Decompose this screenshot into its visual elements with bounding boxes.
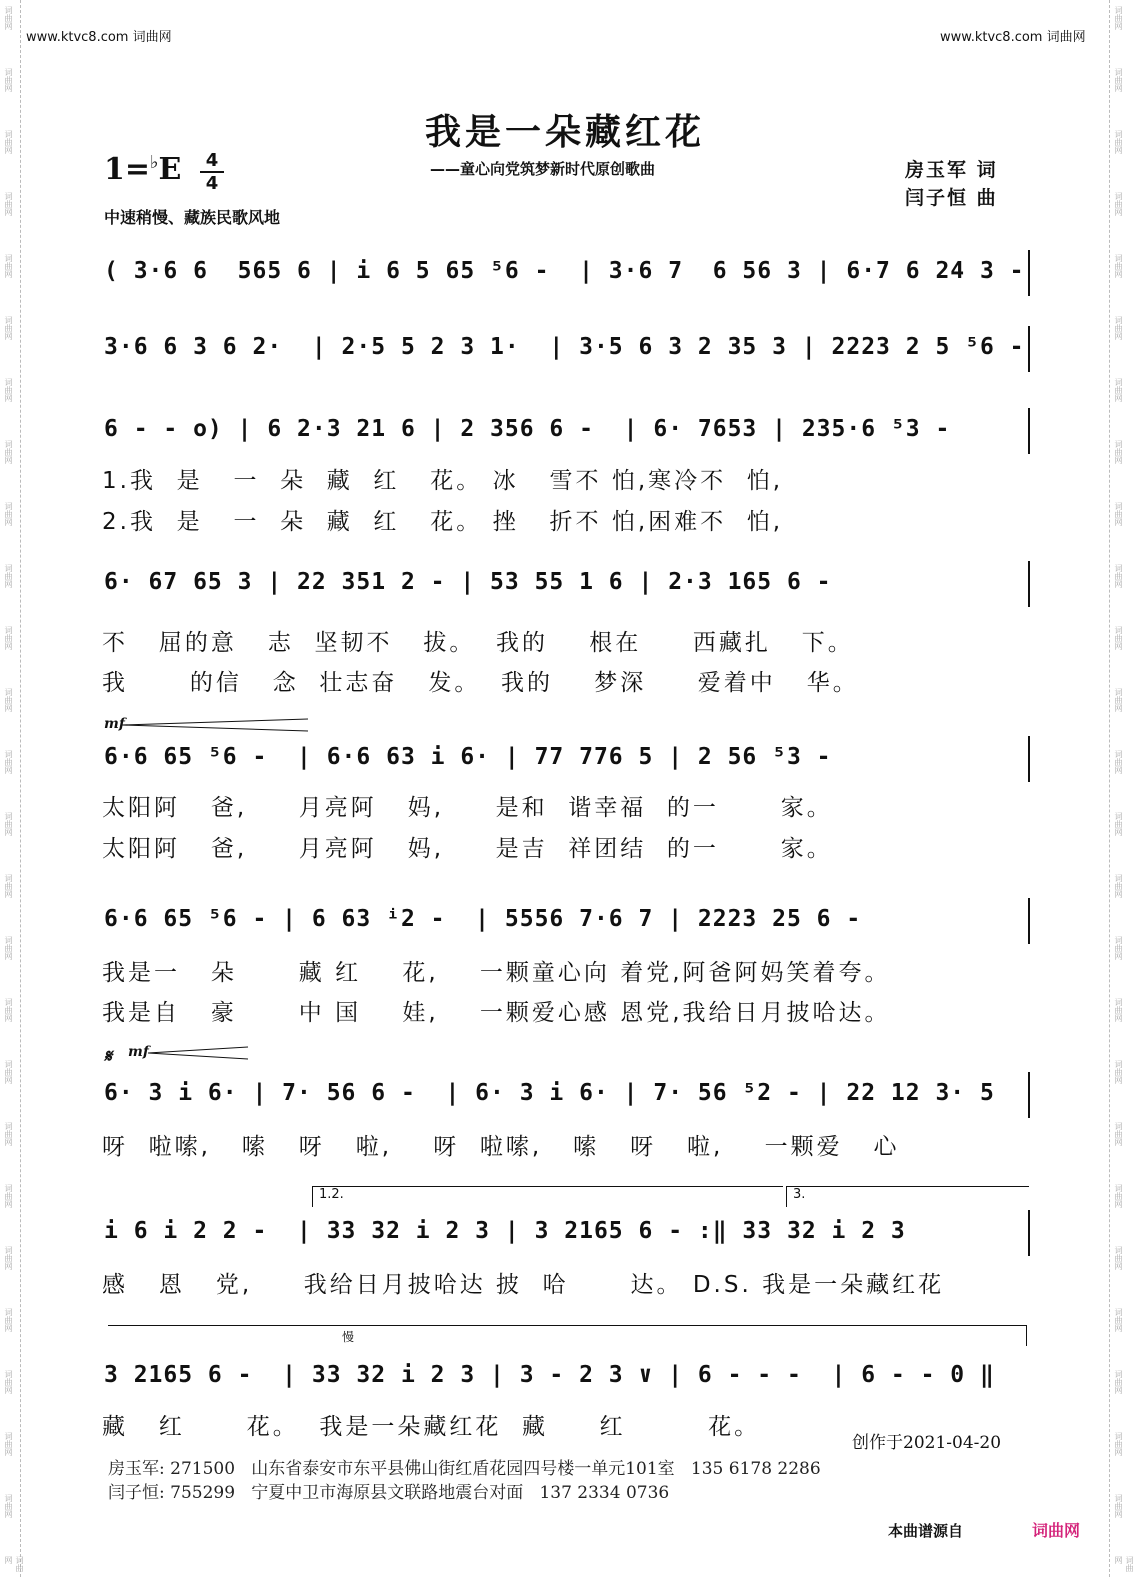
edge-watermark: 词曲网 <box>1114 1308 1123 1332</box>
lyric-line-verse1-a: 1.我 是 一 朵 藏 红 花。 冰 雪不 怕,寒冷不 怕, <box>102 468 784 494</box>
barline <box>1028 561 1030 607</box>
edge-watermark: 词曲网 <box>4 812 13 836</box>
edge-watermark: 词曲网 <box>4 564 13 588</box>
notes: 6 - - o) | 6 2·3 21 6 | 2 356 6 - | 6· 7653 | 235·6 ⁵3 - <box>104 416 951 442</box>
notation-system-2 <box>100 326 1030 374</box>
edge-watermark: 词曲网 <box>1114 68 1123 92</box>
edge-watermark: 词曲网 <box>4 1432 13 1456</box>
edge-watermark: 词曲网 <box>1114 874 1123 898</box>
edge-watermark: 词曲网 <box>4 1556 24 1572</box>
lyric-line-verse2-c: 太阳阿 爸, 月亮阿 妈, 是吉 祥团结 的一 家。 <box>102 836 833 862</box>
lyric-line-chorus-b: 感 恩 党, 我给日月披哈达 披 哈 达。 D.S. 我是一朵藏红花 <box>102 1272 945 1298</box>
edge-watermark: 词曲网 <box>4 1122 13 1146</box>
edge-watermark: 词曲网 <box>4 1494 13 1518</box>
composer-credit: 闫子恒 曲 <box>905 187 998 209</box>
notes: i 6 i 2 2 - | 33 32 i 2 3 | 3 2165 6 - :‖ 33 32 i 2 3 <box>104 1218 906 1244</box>
lyric-line-verse1-b: 不 屈的意 志 坚韧不 拔。 我的 根在 西藏扎 下。 <box>102 630 854 656</box>
edge-watermark: 词曲网 <box>1114 378 1123 402</box>
notes: 6·6 65 ⁵6 - | 6·6 63 i 6· | 77 776 5 | 2 56 ⁵3 - <box>104 744 832 770</box>
edge-watermark: 词曲网 <box>1114 502 1123 526</box>
notation-system-8 <box>100 1210 1030 1258</box>
song-title: 我是一朵藏红花 <box>424 111 705 153</box>
edge-watermark: 词曲网 <box>4 378 13 402</box>
flat-sign: ♭ <box>150 152 159 173</box>
left-dashed-margin <box>0 0 24 1577</box>
barline <box>1028 736 1030 782</box>
edge-watermark: 词曲网 <box>4 192 13 216</box>
edge-watermark: 词曲网 <box>4 130 13 154</box>
source-note: 本曲谱源自 <box>888 1522 964 1540</box>
edge-watermark: 词曲网 <box>4 502 13 526</box>
edge-watermark: 词曲网 <box>1114 254 1123 278</box>
lyric-line-verse2-d: 我是自 豪 中 国 娃, 一颗爱心感 恩党,我给日月披哈达。 <box>102 1000 891 1026</box>
song-subtitle: ——童心向党筑梦新时代原创歌曲 <box>430 160 656 178</box>
edge-watermark: 词曲网 <box>4 1308 13 1332</box>
notation-system-3 <box>100 408 1030 456</box>
notes: 6· 67 65 3 | 22 351 2 - | 53 55 1 6 | 2·3 165 6 - <box>104 569 832 595</box>
edge-watermark: 词曲网 <box>4 68 13 92</box>
creation-date: 创作于2021-04-20 <box>852 1433 1002 1453</box>
edge-watermark: 词曲网 <box>4 1184 13 1208</box>
dynamic-mf-1: mf <box>104 716 125 732</box>
notation-system-9 <box>100 1354 1030 1402</box>
volta-second-ending: 3. <box>786 1186 1029 1207</box>
edge-watermark: 词曲网 <box>4 1370 13 1394</box>
notation-system-7 <box>100 1072 1030 1120</box>
edge-watermark: 词曲网 <box>1114 440 1123 464</box>
notation-system-1 <box>100 250 1030 298</box>
slow-marking: 慢 <box>342 1330 355 1344</box>
notation-system-5 <box>100 736 1030 784</box>
notation-system-6 <box>100 898 1030 946</box>
edge-watermark: 词曲网 <box>1114 1432 1123 1456</box>
edge-watermark: 词曲网 <box>1114 936 1123 960</box>
lyric-line-verse1-c: 太阳阿 爸, 月亮阿 妈, 是和 谐幸福 的一 家。 <box>102 795 833 821</box>
edge-watermark: 词曲网 <box>1114 1370 1123 1394</box>
edge-watermark: 词曲网 <box>1114 998 1123 1022</box>
edge-watermark: 词曲网 <box>1114 1494 1123 1518</box>
notes: 6· 3 i 6· | 7· 56 6 - | 6· 3 i 6· | 7· 56 ⁵2 - | 22 12 3· 5 <box>104 1080 995 1106</box>
lyric-line-verse1-d: 我是一 朵 藏 红 花, 一颗童心向 着党,阿爸阿妈笑着夸。 <box>102 960 891 986</box>
edge-watermark: 词曲网 <box>1114 1556 1134 1572</box>
edge-watermark: 词曲网 <box>1114 626 1123 650</box>
lyricist-credit: 房玉军 词 <box>905 159 998 181</box>
key-prefix: 1= <box>104 152 151 187</box>
header-site-left[interactable]: www.ktvc8.com 词曲网 <box>26 30 172 45</box>
barline <box>1028 1072 1030 1118</box>
lyric-line-ending: 藏 红 花。 我是一朵藏红花 藏 红 花。 <box>102 1414 761 1440</box>
tempo-marking: 中速稍慢、藏族民歌风地 <box>104 208 281 227</box>
crescendo-hairpin-1 <box>122 718 308 732</box>
key-signature <box>104 152 181 187</box>
brand-logo-text[interactable]: 词曲网 <box>1032 1521 1081 1540</box>
edge-watermark: 词曲网 <box>1114 688 1123 712</box>
edge-watermark: 词曲网 <box>4 626 13 650</box>
edge-watermark: 词曲网 <box>4 254 13 278</box>
edge-watermark: 词曲网 <box>1114 1184 1123 1208</box>
ending-bracket <box>108 1325 1027 1346</box>
edge-watermark: 词曲网 <box>4 1246 13 1270</box>
notes: ( 3·6 6 565 6 | i 6 5 65 ⁵6 - | 3·6 7 6 56 3 | 6·7 6 24 3 - <box>104 258 1025 284</box>
header-site-right[interactable]: www.ktvc8.com 词曲网 <box>940 30 1086 45</box>
crescendo-hairpin-2 <box>148 1046 248 1060</box>
edge-watermark: 词曲网 <box>1114 812 1123 836</box>
edge-watermark: 词曲网 <box>1114 130 1123 154</box>
edge-watermark: 词曲网 <box>1114 192 1123 216</box>
edge-watermark: 词曲网 <box>4 6 13 30</box>
edge-watermark: 词曲网 <box>1114 1246 1123 1270</box>
notes: 3 2165 6 - | 33 32 i 2 3 | 3 - 2 3 ∨ | 6 - - - | 6 - - 0 ‖ <box>104 1362 995 1388</box>
barline <box>1028 250 1030 296</box>
edge-watermark: 词曲网 <box>1114 1122 1123 1146</box>
barline <box>1028 898 1030 944</box>
edge-watermark: 词曲网 <box>4 874 13 898</box>
composer-address: 闫子恒: 755299 宁夏中卫市海原县文联路地震台对面 137 2334 0736 <box>108 1483 670 1503</box>
right-dashed-margin <box>1109 0 1134 1577</box>
edge-watermark: 词曲网 <box>4 440 13 464</box>
edge-watermark: 词曲网 <box>4 750 13 774</box>
edge-watermark: 词曲网 <box>1114 564 1123 588</box>
barline <box>1028 326 1030 372</box>
edge-watermark: 词曲网 <box>1114 316 1123 340</box>
edge-watermark: 词曲网 <box>4 688 13 712</box>
barline <box>1028 1210 1030 1256</box>
barline <box>1028 408 1030 454</box>
lyric-line-verse2-b: 我 的信 念 壮志奋 发。 我的 梦深 爱着中 华。 <box>102 670 859 696</box>
notes: 3·6 6 3 6 2· | 2·5 5 2 3 1· | 3·5 6 3 2 35 3 | 2223 2 5 ⁵6 - <box>104 334 1025 360</box>
edge-watermark: 词曲网 <box>4 998 13 1022</box>
lyric-line-verse2-a: 2.我 是 一 朵 藏 红 花。 挫 折不 怕,困难不 怕, <box>102 509 784 535</box>
edge-watermark: 词曲网 <box>1114 6 1123 30</box>
lyricist-address: 房玉军: 271500 山东省泰安市东平县佛山街红盾花园四号楼一单元101室 135 6178 2286 <box>108 1459 821 1479</box>
key-note: E <box>158 152 182 187</box>
notes: 6·6 65 ⁵6 - | 6 63 ⁱ2 - | 5556 7·6 7 | 2223 25 6 - <box>104 906 862 932</box>
segno-sign: 𝄋 <box>104 1046 112 1067</box>
volta-first-ending: 1.2. <box>312 1186 783 1207</box>
edge-watermark: 词曲网 <box>1114 750 1123 774</box>
edge-watermark: 词曲网 <box>1114 1060 1123 1084</box>
dynamic-mf-2: mf <box>128 1044 149 1060</box>
time-bottom: 4 <box>200 171 224 194</box>
time-top: 4 <box>205 150 219 171</box>
time-signature <box>200 150 224 194</box>
notation-system-4 <box>100 561 1030 609</box>
edge-watermark: 词曲网 <box>4 1060 13 1084</box>
edge-watermark: 词曲网 <box>4 316 13 340</box>
lyric-line-chorus-a: 呀 啦嗦, 嗦 呀 啦, 呀 啦嗦, 嗦 呀 啦, 一颗爱 心 <box>102 1134 900 1160</box>
edge-watermark: 词曲网 <box>4 936 13 960</box>
